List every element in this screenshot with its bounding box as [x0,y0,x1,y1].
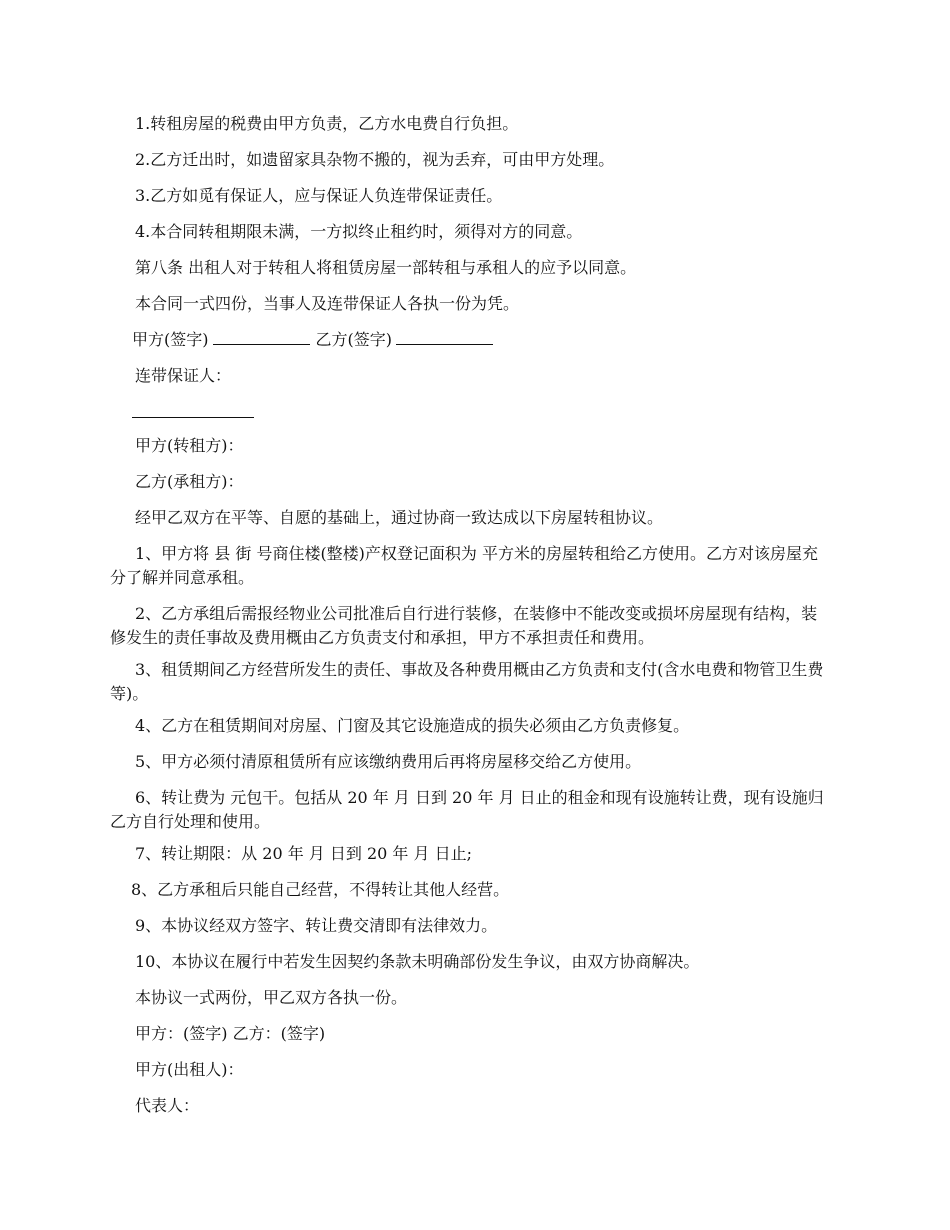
term-9: 9、本协议经双方签字、转让费交清即有法律效力。 [135,916,498,935]
guarantor-label: 连带保证人： [135,366,232,385]
clause-4: 4.本合同转租期限未满，一方拟终止租约时，须得对方的同意。 [135,222,583,241]
party-a-signature-blank [213,330,310,345]
term-1: 1、甲方将 县 街 号商住楼(整楼)产权登记面积为 平方米的房屋转租给乙方使用。乙方对该房屋充分了解并同意承租。 [110,544,819,587]
party-a-sublet: 甲方(转租方)： [135,436,244,455]
term-6: 6、转让费为 元包干。包括从 20 年 月 日到 20 年 月 日止的租金和现有设施转让费，现有设施归乙方自行处理和使用。 [110,788,824,831]
party-b-tenant: 乙方(承租方)： [135,472,244,491]
lessor-label: 甲方(出租人)： [135,1060,244,1079]
agreement-intro: 经甲乙双方在平等、自愿的基础上，通过协商一致达成以下房屋转租协议。 [135,508,664,527]
party-a-signature-label: 甲方(签字) [132,330,209,349]
term-5: 5、甲方必须付清原租赁所有应该缴纳费用后再将房屋移交给乙方使用。 [135,752,642,771]
clause-3: 3.乙方如觅有保证人，应与保证人负连带保证责任。 [135,186,503,205]
party-b-signature-label: 乙方(签字) [315,330,392,349]
representative-label: 代表人： [135,1096,200,1115]
party-b-signature-blank [396,330,493,345]
clause-2: 2.乙方迁出时，如遗留家具杂物不搬的，视为丢弃，可由甲方处理。 [135,150,615,169]
term-3: 3、租赁期间乙方经营所发生的责任、事故及各种费用概由乙方负责和支付(含水电费和物管卫生费等)。 [110,660,824,703]
signature-line [132,328,852,352]
term-2: 2、乙方承组后需报经物业公司批准后自行进行装修，在装修中不能改变或损坏房屋现有结构，装修发生的责任事故及费用概由乙方负责支付和承担，甲方不承担责任和费用。 [110,604,818,647]
term-7: 7、转让期限：从 20 年 月 日到 20 年 月 日止; [135,844,472,863]
copies-note: 本合同一式四份，当事人及连带保证人各执一份为凭。 [135,294,520,313]
term-4: 4、乙方在租赁期间对房屋、门窗及其它设施造成的损失必须由乙方负责修复。 [135,716,690,735]
guarantor-signature-line [132,417,254,418]
clause-1: 1.转租房屋的税费由甲方负责，乙方水电费自行负担。 [135,114,519,133]
article-8: 第八条 出租人对于转租人将租赁房屋一部转租与承租人的应予以同意。 [135,258,637,277]
copies-statement: 本协议一式两份，甲乙双方各执一份。 [135,988,408,1007]
term-10: 10、本协议在履行中若发生因契约条款未明确部份发生争议，由双方协商解决。 [135,952,700,971]
signature-line-2: 甲方：(签字) 乙方：(签字) [135,1024,326,1043]
term-8: 8、乙方承租后只能自己经营，不得转让其他人经营。 [131,880,510,899]
